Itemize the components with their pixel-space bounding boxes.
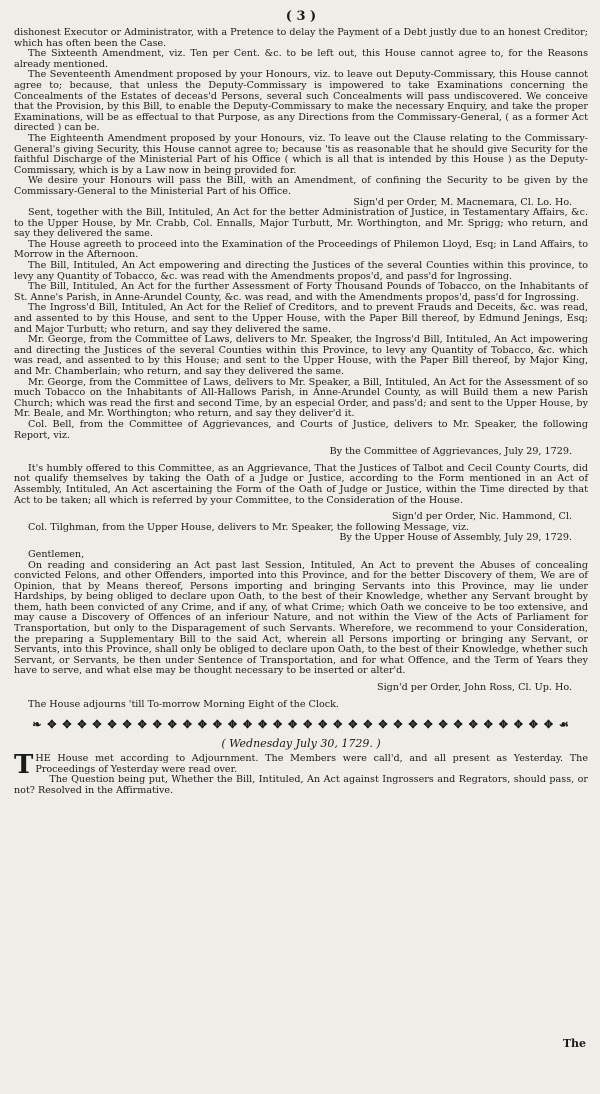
paragraph: The Eighteenth Amendment proposed by your Honours, viz. To leave out the Clause relating to the Commissary-General's giving Security, this House cannot agree to; because 'tis as reasonable that he should give Security for the faithful Discharge of the Ministerial Part of his Office ( which is all that is intended by this House ) as the Deputy-Commissary, which is by a Law now in being provided for. [14, 132, 588, 176]
paragraph: Mr. George, from the Committee of Laws, delivers to Mr. Speaker, the Ingross'd Bill, Intituled, An Act impowering and directing the Justices of the several Counties within this Province, to levy any Quantity of Tobacco, &c. which was read, and assented to by this House; and sent to the Upper House, with the Paper Bill thereof, by Major King, and Mr. Chamberlain; who return, and say they delivered the same. [14, 334, 588, 377]
paragraph-text: HE House met according to Adjournment. The Members were call'd, and all present as Yesterday. The Proceedings of Yesterday were read over. [35, 753, 588, 775]
paragraph: Mr. George, from the Committee of Laws, delivers to Mr. Speaker, a Bill, Intituled, An Act for the Assessment of so much Tobacco on the Inhabitants of All-Hallows Parish, in Anne-Arundel County, as will Build them a new Parish Church; which was read the first and second Time, by an especial Order, and pass'd; and sent to the Upper House, by Mr. Beale, and Mr. Worthington; who return, and say they deliver'd it. [14, 376, 588, 420]
paragraph: The Ingross'd Bill, Intituled, An Act for the Relief of Creditors, and to prevent Frauds and Deceits, &c. was read, and assented to by this House, and sent to the Upper House, with the Paper Bill thereof, by Edmund Jenings, Esq; and Major Turbutt; who return, and say they delivered the same. [14, 302, 588, 335]
paragraph: The House agreeth to proceed into the Examination of the Proceedings of Philemon Lloyd, Esq; in Land Affairs, to Morrow in the Afternoon. [14, 238, 588, 261]
salutation: Gentlemen, [28, 548, 85, 560]
paragraph: The Question being put, Whether the Bill, Intituled, An Act against Ingrossers and Regrators, should pass, or not? Resolved in the Affirmative. [14, 774, 588, 796]
message-heading: By the Upper House of Assembly, July 29, 1729. [339, 532, 572, 544]
paragraph: The Sixteenth Amendment, viz. Ten per Cent. &c. to be left out, this House cannot agree to, for the Reasons already mentioned. [14, 48, 588, 70]
signature-line: Sign'd per Order, John Ross, Cl. Up. Ho. [377, 682, 572, 694]
drop-cap: T [14, 750, 34, 781]
ornamental-divider: ❧ ✥ ✥ ✥ ✥ ✥ ✥ ✥ ✥ ✥ ✥ ✥ ✥ ✥ ✥ ✥ ✥ ✥ ✥ ✥ ✥ ✥ ✥ ✥ ✥ ✥ ✥ ✥ ✥ ✥ ✥ ✥ ✥ ✥ ✥ ☙ [32, 718, 570, 732]
paragraph: Col. Bell, from the Committee of Aggrievances, and Courts of Justice, delivers to Mr. Speaker, the following Report, viz. [14, 418, 588, 441]
paragraph: It's humbly offered to this Committee, as an Aggrievance, That the Justices of Talbot and Cecil County Courts, did not qualify themselves by taking the Oath of a Judge or Justice, according to the Form mentioned in an Act of Assembly, Intituled, An Act ascertaining the Form of the Oath of Judge or Justice, within the Time directed by that Act to be taken; all which is referred by your Committee, to the Consideration of the House. [14, 462, 588, 506]
paragraph: The House adjourns 'till To-morrow Morning Eight of the Clock. [28, 698, 339, 710]
dateline: ( Wednesday July 30, 1729. ) [221, 737, 381, 751]
final-text [14, 750, 588, 796]
paragraph: The Seventeenth Amendment proposed by your Honours, viz. to leave out Deputy-Commissary, this House cannot agree to; because, that unless the Deputy-Commissary is impowered to take Examinations concerning the Concealments of the Estates of deceas'd Persons, several such Concealments will pass undiscovered. We conceive that the Provision, by this Bill, to enable the Deputy-Commissary to make the necessary Enquiry, and take the proper Examinations, will be as effectual to that Purpose, as any Directions from the Commissary-General, ( as a former Act directed ) can be. [14, 69, 588, 134]
paragraph: dishonest Executor or Administrator, with a Pretence to delay the Payment of a Debt justly due to an honest Creditor; which has often been the Case. [14, 27, 588, 49]
paragraph: Sent, together with the Bill, Intituled, An Act for the better Administration of Justice, in Testamentary Affairs, &c. to the Upper House, by Mr. Crabb, Col. Ennalls, Major Turbutt, Mr. Worthington, and Mr. Sprigg; who return, and say they delivered the same. [14, 207, 588, 240]
paragraph: On reading and considering an Act past last Session, Intituled, An Act to prevent the Abuses of concealing convicted Felons, and other Offenders, imported into this Province, and for the better Discovery of them, We are of Opinion, that by Means thereof, Persons importing and bringing Servants into this Province, may lie under Hardships, by being obliged to declare upon Oath, to the best of their Knowledge, whether any Servant brought by them, hath been convicted of any Crime, and if any, of what Crime; which Oath we conceive to be too extensive, and may cause a Discovery of Offences of an inferiour Nature, and not within the View of the Acts of Parliament for Transportation, but only to the Disparagement of such Servants. Wherefore, we recommend to your Consideration, the preparing a Supplementary Bill to the said Act, wherein all Persons importing or bringing any Servant, or Servants, into this Province, shall only be obliged to declare upon Oath, to the best of their Knowledge, whether such Servant, or Servants, be then under Sentence of Transportation, and for what Offence, and the Term of Years they have to serve, and what else may be thought necessary to be inserted or alter'd. [14, 559, 588, 677]
body-text [14, 28, 588, 710]
paragraph: Col. Tilghman, from the Upper House, delivers to Mr. Speaker, the following Message, viz. [28, 521, 469, 533]
report-heading: By the Committee of Aggrievances, July 29, 1729. [329, 446, 572, 458]
paragraph: The Bill, Intituled, An Act for the further Assessment of Forty Thousand Pounds of Tobacco, on the Inhabitants of St. Anne's Parish, in Anne-Arundel County, &c. was read, and with the Amendments propos'd, pass'd for Ingrossing. [14, 281, 588, 303]
signature-line: Sign'd per Order, M. Macnemara, Cl. Lo. Ho. [353, 196, 572, 208]
page-number: ( 3 ) [285, 9, 317, 24]
catchword: The [562, 1037, 586, 1050]
paragraph: We desire your Honours will pass the Bill, with an Amendment, of confining the Security to be given by the Commissary-General to the Ministerial Part of his Office. [14, 175, 588, 197]
signature-line: Sign'd per Order, Nic. Hammond, Cl. [391, 511, 572, 523]
paragraph: The Bill, Intituled, An Act empowering and directing the Justices of the several Counties within this province, to levy any Quantity of Tobacco, &c. was read with the Amendments propos'd, and pass'd for Ingrossing. [14, 260, 588, 282]
paragraph [14, 750, 588, 781]
